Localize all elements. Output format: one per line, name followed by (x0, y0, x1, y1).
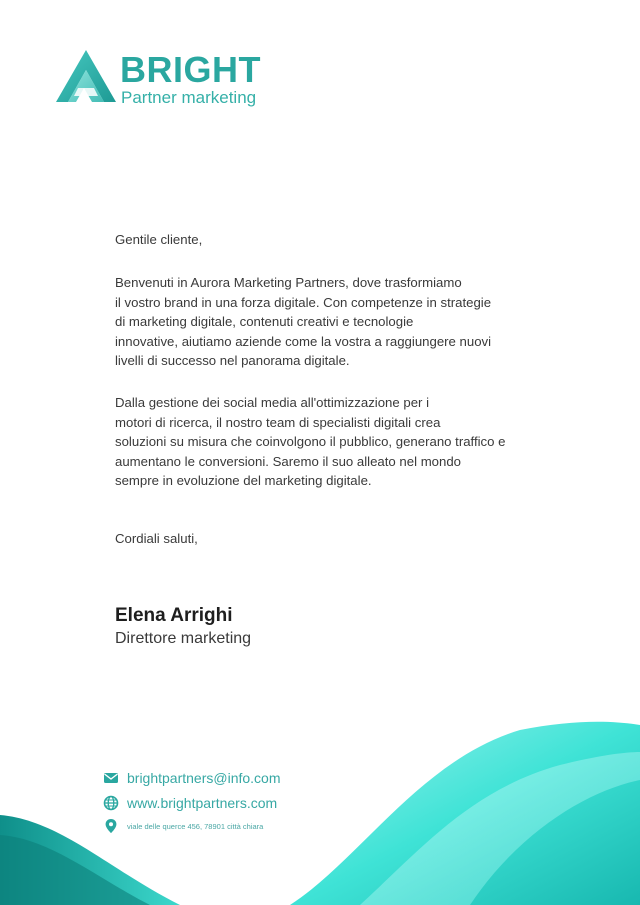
map-pin-icon (103, 818, 119, 834)
contact-website[interactable] (103, 795, 277, 811)
letter-paragraph-2: Dalla gestione dei social media all'ottimizzazione per i motori di ricerca, il nostro team di specialisti digitali crea soluzioni su misura che coinvolgono il pubblico, generano traffico e aumentano le conversioni. Saremo il suo alleato nel mondo sempre in evoluzione del marketing digitale. (115, 395, 506, 488)
contact-address-text: viale delle querce 456, 78901 città chiara (127, 821, 264, 831)
brand-logo (54, 48, 284, 110)
envelope-icon (103, 770, 119, 786)
contact-website-text[interactable]: www.brightpartners.com (127, 795, 278, 811)
letter-greeting: Gentile cliente, (115, 232, 203, 247)
brand-name: BRIGHT (120, 49, 261, 90)
contact-email[interactable] (103, 770, 281, 786)
letter-closing: Cordiali saluti, (115, 531, 198, 546)
globe-icon (103, 795, 119, 811)
brand-tagline: Partner marketing (121, 88, 257, 107)
footer-wave-graphic (0, 720, 640, 905)
contact-email-text[interactable]: brightpartners@info.com (127, 770, 281, 786)
bright-logo-icon (54, 48, 118, 104)
letter-paragraph-1: Benvenuti in Aurora Marketing Partners, dove trasformiamo il vostro brand in una forza digitale. Con competenze in strategie di marketing digitale, contenuti creativi e tecnologie innovative, aiutiamo aziende come la vostra a raggiungere nuovi livelli di successo nel panorama digitale. (115, 275, 492, 368)
contact-address (103, 818, 263, 834)
signature-name: Elena Arrighi (115, 605, 233, 626)
signature-role: Direttore marketing (115, 630, 252, 647)
